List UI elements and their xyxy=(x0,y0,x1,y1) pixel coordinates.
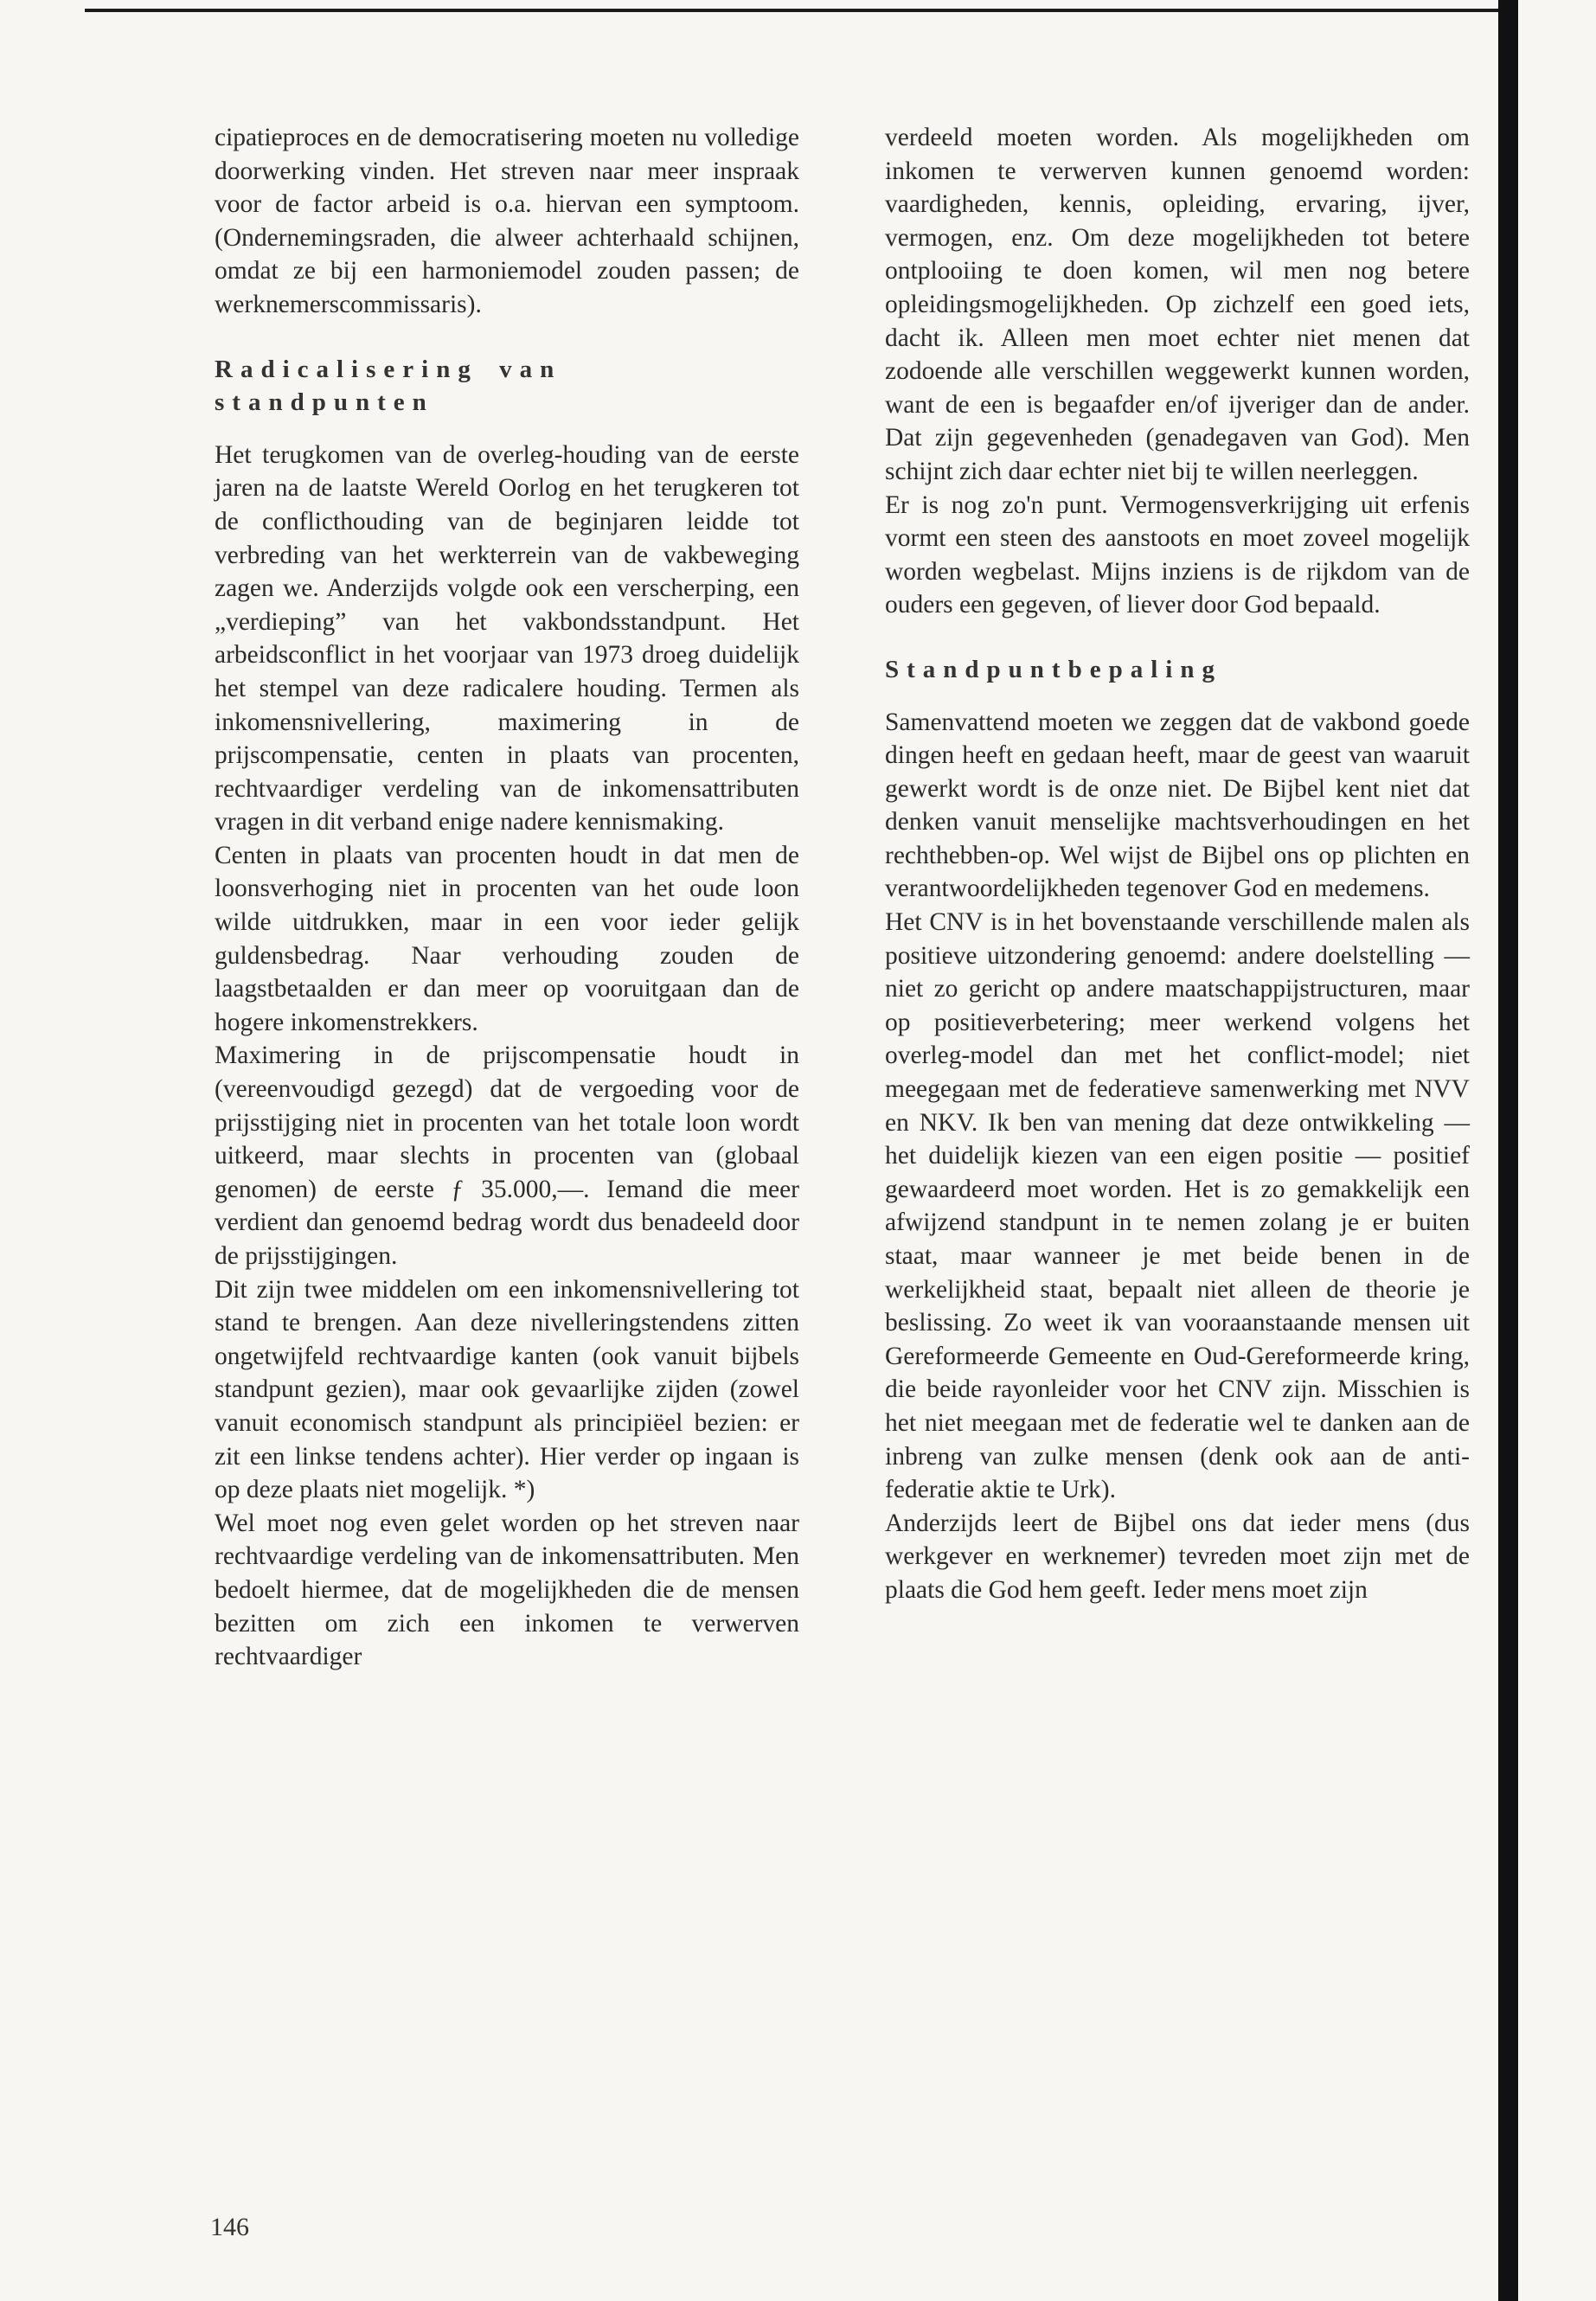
paragraph: Centen in plaats van procenten houdt in dat men de loonsverhoging niet in procenten van het oude loon wilde uitdrukken, maar in een voor ieder gelijk guldensbedrag. Naar verhouding zouden de laagstbetaalden er dan meer op vooruitgaan dan de hogere inkomenstrekkers. xyxy=(215,841,799,1036)
top-rule xyxy=(85,9,1503,12)
right-column xyxy=(885,121,1470,1607)
paragraph: Anderzijds leert de Bijbel ons dat ieder mens (dus werkgever en werknemer) tevreden moet zijn met de plaats die God hem geeft. Ieder mens moet zijn xyxy=(885,1509,1470,1604)
left-column xyxy=(215,121,799,1674)
paragraph: Maximering in de prijscompensatie houdt in (vereenvoudigd gezegd) dat de vergoeding voor de prijsstijging niet in procenten van het totale loon wordt uitkeerd, maar slechts in procenten van (globaal genomen) de eerste ƒ 35.000,—. Iemand die meer verdient dan genoemd bedrag wordt dus benadeeld door de prijsstijgingen. xyxy=(215,1042,799,1270)
page-edge-shadow xyxy=(1498,0,1518,2301)
section-heading: Standpuntbepaling xyxy=(885,655,1222,683)
paragraph: Dit zijn twee middelen om een inkomensnivellering tot stand te brengen. Aan deze nivelleringstendens zitten ongetwijfeld rechtvaardige kanten (ook vanuit bijbels standpunt gezien), maar ook gevaarlijke zijden (zowel vanuit economisch standpunt als principiëel bezien: er zit een linkse tendens achter). Hier verder op ingaan is op deze plaats niet mogelijk. *) xyxy=(215,1275,799,1504)
paragraph: Het CNV is in het bovenstaande verschillende malen als positieve uitzondering genoemd: andere doelstelling — niet zo gericht op andere maatschappijstructuren, maar op positieverbetering; meer werkend volgens het overleg-model dan met het conflict-model; niet meegegaan met de federatieve samenwerking met NVV en NKV. Ik ben van mening dat deze ontwikkeling — het duidelijk kiezen van een eigen positie — positief gewaardeerd moet worden. Het is zo gemakkelijk een afwijzend standpunt in te nemen zolang je er buiten staat, maar wanneer je met beide benen in de werkelijkheid staat, bepaalt niet alleen de theorie je beslissing. Zo weet ik van vooraanstaande mensen uit Gereformeerde Gemeente en Oud-Gereformeerde kring, die beide rayonleider voor het CNV zijn. Misschien is het niet meegaan met de federatie wel te danken aan de inbreng van zulke mensen (denk ook aan de anti-federatie aktie te Urk). xyxy=(885,908,1470,1504)
paragraph: cipatieproces en de democratisering moeten nu volledige doorwerking vinden. Het streven naar meer inspraak voor de factor arbeid is o.a. hiervan een symptoom. (Ondernemingsraden, die alweer achterhaald schijnen, omdat ze bij een harmoniemodel zouden passen; de werknemerscommissaris). xyxy=(215,124,799,318)
paragraph: verdeeld moeten worden. Als mogelijkheden om inkomen te verwerven kunnen genoemd worden: vaardigheden, kennis, opleiding, ervaring, ijver, vermogen, enz. Om deze mogelijkheden tot betere ontplooiing te doen komen, wil men nog betere opleidingsmogelijkheden. Op zichzelf een goed iets, dacht ik. Alleen men moet echter niet menen dat zodoende alle verschillen weggewerkt kunnen worden, want de een is begaafder en/of ijveriger dan de ander. Dat zijn gegevenheden (genadegaven van God). Men schijnt zich daar echter niet bij te willen neerleggen. xyxy=(885,124,1470,485)
paragraph: Wel moet nog even gelet worden op het streven naar rechtvaardige verdeling van de inkomensattributen. Men bedoelt hiermee, dat de mogelijkheden die de mensen bezitten om zich een inkomen te verwerven rechtvaardiger xyxy=(215,1509,799,1671)
page-number: 146 xyxy=(210,2213,249,2241)
paragraph: Het terugkomen van de overleg-houding van de eerste jaren na de laatste Wereld Oorlog en het terugkeren tot de conflicthouding van de beginjaren leidde tot verbreding van het werkterrein van de vakbeweging zagen we. Anderzijds volgde ook een verscherping, een „verdieping” van het vakbondsstandpunt. Het arbeidsconflict in het voorjaar van 1973 droeg duidelijk het stempel van deze radicalere houding. Termen als inkomensnivellering, maximering in de prijscompensatie, centen in plaats van procenten, rechtvaardiger verdeling van de inkomensattributen vragen in dit verband enige nadere kennismaking. xyxy=(215,440,799,836)
paragraph: Er is nog zo'n punt. Vermogensverkrijging uit erfenis vormt een steen des aanstoots en moet zoveel mogelijk worden wegbelast. Mijns inziens is de rijkdom van de ouders een gegeven, of liever door God bepaald. xyxy=(885,490,1470,619)
section-heading: Radicalisering van standpunten xyxy=(215,355,562,417)
paragraph: Samenvattend moeten we zeggen dat de vakbond goede dingen heeft en gedaan heeft, maar de geest van waaruit gewerkt wordt is de onze niet. De Bijbel kent niet dat denken vanuit menselijke machtsverhoudingen en het rechthebben-op. Wel wijst de Bijbel ons op plichten en verantwoordelijkheden tegenover God en medemens. xyxy=(885,708,1470,903)
